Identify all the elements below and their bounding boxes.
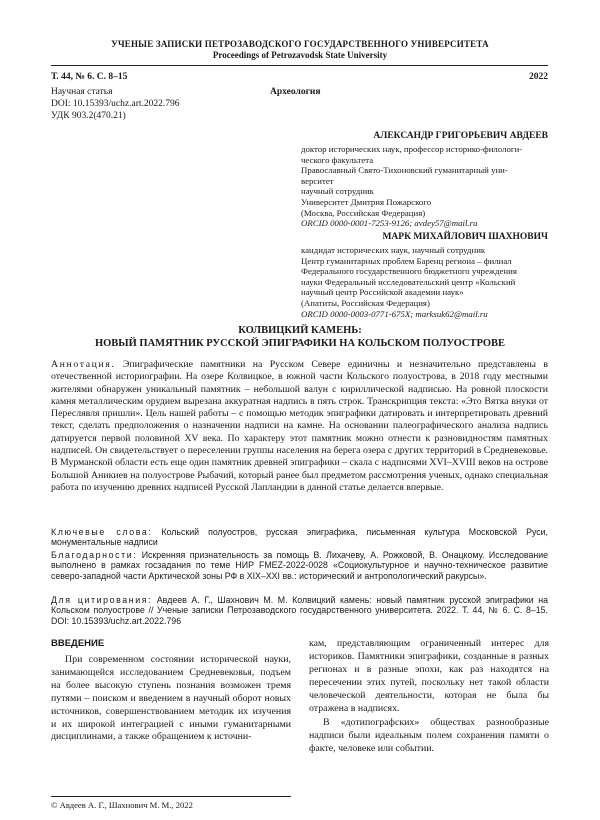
article-type: Научная статья [51, 87, 113, 97]
volume-info: Т. 44, № 6. С. 8–15 [51, 72, 128, 82]
article-section: Археология [270, 87, 321, 97]
paragraph: кам, представляющим ограниченный интерес для историков. Памятники эпиграфики, созданные в разных регионах и в разные эпохи, как раз находятся на пересечении этих путей, поскольку нет такой области человеческой деятельности, которая не была бы отражена в надписях. [309, 638, 549, 714]
orcid-email: ORCID 0000-0003-0771-675X; marksuk62@mail.ru [301, 308, 488, 319]
author-affiliation [301, 144, 549, 229]
author-name: МАРК МИХАЙЛОВИЧ ШАХНОВИЧ [382, 232, 548, 242]
journal-title-en: Proceedings of Petrozavodsk State University [212, 50, 388, 60]
footer-divider [51, 796, 291, 797]
affiliation-line: Православный Свято-Тихоновский гуманитарный уни- [301, 165, 508, 176]
acknowledgements [51, 550, 548, 581]
copyright: © Авдеев А. Г., Шахнович М. М., 2022 [51, 800, 193, 810]
acknowledgements-text: Искренняя признательность за помощь В. Лихачеву, А. Рожковой, В. Онацкому. Исследование выполнено в рамках госзадания по теме НИР FMEZ-2022-0028 «Социокультурное и научно-техническое развитие северо-западной части Арктической зоны РФ в XIX–XXI вв.: исторический и антропологический ракурсы». [51, 550, 548, 581]
keywords-text: Кольский полуостров, русская эпиграфика, письменная культура Московской Руси, монументальные надписи [51, 527, 548, 548]
doi: DOI: 10.15393/uchz.art.2022.796 [51, 99, 180, 109]
author-affiliation [301, 245, 549, 319]
citation-label: Для цитирования: [51, 595, 153, 605]
affiliation-line: научный сотрудник [301, 186, 374, 197]
keywords-label: Ключевые слова: [51, 527, 153, 537]
body-column-left [51, 654, 291, 744]
article-title [0, 324, 600, 350]
affiliation-line: верситет [301, 175, 334, 186]
body-column-right [309, 638, 549, 756]
publication-year: 2022 [529, 72, 548, 82]
title-line-1: КОЛВИЦКИЙ КАМЕНЬ: [238, 325, 362, 336]
journal-title-ru: УЧЕНЫЕ ЗАПИСКИ ПЕТРОЗАВОДСКОГО ГОСУДАРСТВЕННОГО УНИВЕРСИТЕТА [111, 39, 489, 49]
affiliation-line: Университет Дмитрия Пожарского [301, 196, 432, 207]
author-name: АЛЕКСАНДР ГРИГОРЬЕВИЧ АВДЕЕВ [373, 131, 548, 141]
keywords [51, 527, 548, 548]
affiliation-line: (Москва, Российская Федерация) [301, 207, 426, 218]
affiliation-line: научный центр Российской академии наук» [301, 287, 464, 298]
udk: УДК 903.2(470.21) [51, 111, 126, 121]
affiliation-line: Центр гуманитарных проблем Баренц региона – филиал [301, 255, 512, 266]
affiliation-line: доктор исторических наук, профессор историко-филологи- [301, 144, 523, 154]
affiliation-line: (Апатиты, Российская Федерация) [301, 297, 430, 308]
affiliation-line: науки Федеральный исследовательский центр «Кольский [301, 276, 516, 287]
paragraph: При современном состоянии исторической науки, занимающейся исследованием Средневековья, подъем на более высокую ступень познания возможен тремя путями – поиском и введением в научный оборот новых источников, совершенствованием методик их изучения и их широкой интеграцией с иными гуманитарными дисциплинами, а также обращением к источни- [51, 654, 291, 743]
title-line-2: НОВЫЙ ПАМЯТНИК РУССКОЙ ЭПИГРАФИКИ НА КОЛЬСКОМ ПОЛУОСТРОВЕ [94, 338, 506, 349]
affiliation-line: кандидат исторических наук, научный сотрудник [301, 245, 486, 255]
acknowledgements-label: Благодарности: [51, 550, 138, 560]
affiliation-line: ческого факультета [301, 154, 374, 165]
abstract-text: Эпиграфические памятники на Русском Севере единичны и незначительно представлены в отечественной историографии. На озере Колвицкое, в южной части Кольского полуострова, в 2018 году местными жителями обнаружен уникальный памятник – небольшой валун с кириллической надписью. На ровной плоскости камня металлическим орудием вырезана аккуратная надпись в пять строк. Транскрипция текста: «Это Вятка внуки от Переслявля пришли». Цель нашей работы – с помощью методик эпиграфики датировать и интерпретировать древний текст, сделать предположения о назначении надписи на камне. На основании палеографического анализа надпись датируется первой половиной XV века. По характеру этот памятник можно отнести к разновидностям памятных надписей. Он свидетельствует о переселении группы населения на берега озера с других территорий в Средневековье. В Мурманской области есть еще один памятник древней эпиграфики – скала с надписями XVI–XVIII веков на острове Большой Аникиев на полуострове Рыбачий, который ранее был предметом рассмотрения ученых, однако специальная работа по изучению древних надписей Русской Лапландии в данной статье делается впервые. [51, 359, 548, 493]
citation [51, 595, 548, 626]
paragraph: В «дотипографских» обществах разнообразные надписи были идеальным полем сохранения памяти о факте, человеке или событии. [309, 717, 549, 755]
affiliation-line: Федерального государственного бюджетного учреждения [301, 266, 517, 277]
abstract-label: Аннотация. [51, 359, 116, 370]
section-heading: ВВЕДЕНИЕ [51, 638, 105, 649]
header-divider [51, 65, 548, 66]
abstract [51, 359, 548, 494]
citation-text: Авдеев А. Г., Шахнович М. М. Колвицкий камень: новый памятник русской эпиграфики на Кольском полуострове // Ученые записки Петрозаводского государственного университета. 2022. Т. 44, № 6. С. 8–15. DOI: 10.15393/uchz.art.2022.796 [51, 595, 548, 626]
orcid-email: ORCID 0000-0001-7253-9126; avdey57@mail.ru [301, 218, 478, 229]
